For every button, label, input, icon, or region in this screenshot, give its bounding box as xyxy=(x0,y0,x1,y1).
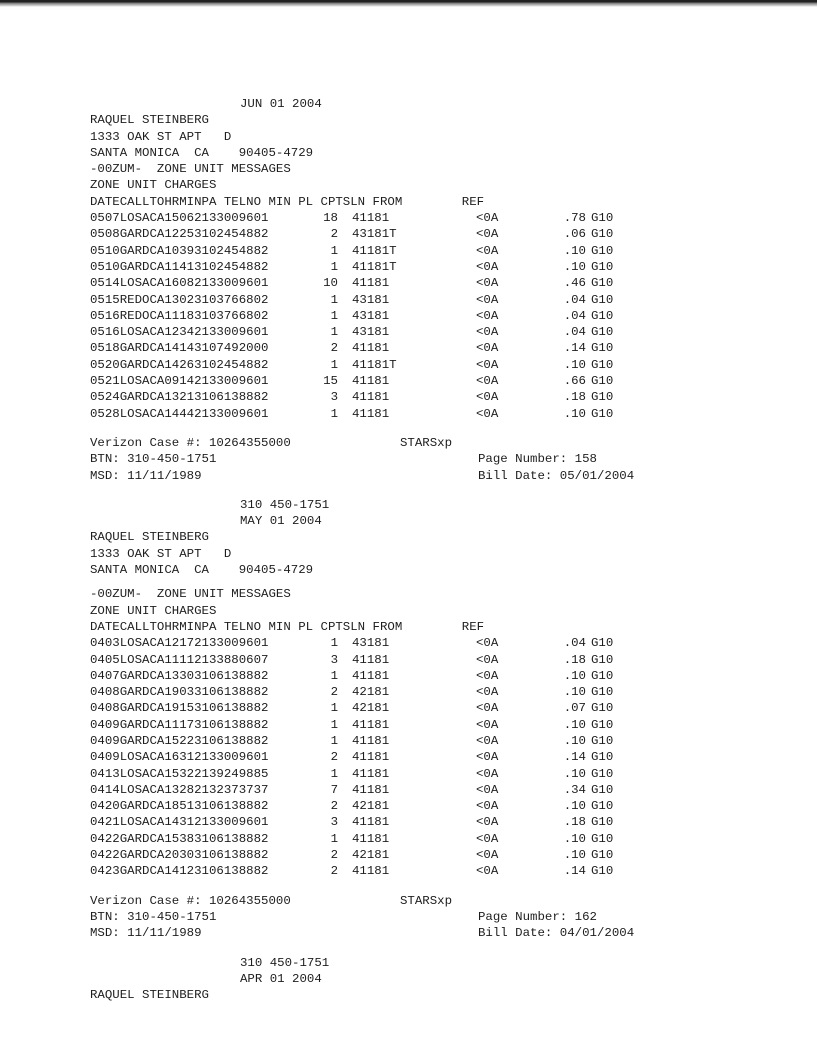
call-record: 0408GARDCA19153106138882 xyxy=(90,701,269,716)
cpt-code: 41181 xyxy=(352,406,390,421)
ref-code: <0A xyxy=(476,848,499,863)
bill-document xyxy=(90,96,790,1003)
tax-code: G10 xyxy=(591,243,614,258)
table-header: DATECALLTOHRMINPA TELNO MIN PL CPTSLN FROM REF xyxy=(90,619,485,634)
tax-code: G10 xyxy=(591,341,614,356)
minutes: 1 xyxy=(330,259,338,274)
call-record: 0514LOSACA16082133009601 xyxy=(90,276,269,291)
section-subtitle: ZONE UNIT CHARGES xyxy=(90,178,217,193)
call-record: 0422GARDCA20303106138882 xyxy=(90,848,269,863)
tax-code: G10 xyxy=(591,652,614,667)
table-row xyxy=(90,652,790,668)
spacer xyxy=(338,406,352,422)
table-row xyxy=(90,635,790,651)
table-row xyxy=(90,766,790,782)
spacer xyxy=(338,308,352,324)
cpt-code: 41181 xyxy=(352,733,390,748)
ref-code: <0A xyxy=(476,308,499,323)
charge-amount: .10 xyxy=(563,831,586,846)
charge-amount: .10 xyxy=(563,848,586,863)
minutes: 1 xyxy=(330,733,338,748)
cpt-code: 41181 xyxy=(352,766,390,781)
cpt-code: 42181 xyxy=(352,701,390,716)
charge-amount: .04 xyxy=(563,308,586,323)
spacer xyxy=(338,863,352,879)
phone-number: 310 450-1751 xyxy=(240,497,330,512)
tax-code: G10 xyxy=(591,259,614,274)
charge-amount: .10 xyxy=(563,717,586,732)
table-row xyxy=(90,798,790,814)
tax-code: G10 xyxy=(591,357,614,372)
spacer xyxy=(338,700,352,716)
tax-code: G10 xyxy=(591,406,614,421)
call-record: 0409GARDCA11173106138882 xyxy=(90,717,269,732)
table-row xyxy=(90,259,790,275)
cpt-code: 43181 xyxy=(352,636,390,651)
minutes: 15 xyxy=(323,374,338,389)
table-row xyxy=(90,340,790,356)
spacer xyxy=(338,717,352,733)
charge-amount: .10 xyxy=(563,733,586,748)
system-name: STARSxp xyxy=(400,435,453,450)
charge-amount: .04 xyxy=(563,292,586,307)
bill-date-footer: Bill Date: 04/01/2004 xyxy=(478,926,635,941)
customer-name: RAQUEL STEINBERG xyxy=(90,113,209,128)
charge-amount: .66 xyxy=(563,374,586,389)
footer-row-3 xyxy=(90,925,790,941)
system-name: STARSxp xyxy=(400,893,453,908)
tax-code: G10 xyxy=(591,750,614,765)
page-number: Page Number: 162 xyxy=(478,909,597,924)
ref-code: <0A xyxy=(476,227,499,242)
ref-code: <0A xyxy=(476,701,499,716)
call-record: 0507LOSACA15062133009601 xyxy=(90,211,269,226)
ref-code: <0A xyxy=(476,292,499,307)
case-number: Verizon Case #: 10264355000 xyxy=(90,435,291,450)
cpt-code: 42181 xyxy=(352,799,390,814)
bill-date-footer: Bill Date: 05/01/2004 xyxy=(478,468,635,483)
ref-code: <0A xyxy=(476,652,499,667)
minutes: 2 xyxy=(330,848,338,863)
msd: MSD: 11/11/1989 xyxy=(90,468,202,483)
section-title: -00ZUM- ZONE UNIT MESSAGES xyxy=(90,587,291,602)
ref-code: <0A xyxy=(476,668,499,683)
cpt-code: 41181 xyxy=(352,211,390,226)
minutes: 2 xyxy=(330,750,338,765)
charge-amount: .10 xyxy=(563,766,586,781)
minutes: 10 xyxy=(323,276,338,291)
tax-code: G10 xyxy=(591,831,614,846)
spacer xyxy=(338,798,352,814)
tax-code: G10 xyxy=(591,227,614,242)
table-row xyxy=(90,668,790,684)
minutes: 1 xyxy=(330,717,338,732)
charge-amount: .04 xyxy=(563,636,586,651)
cpt-code: 41181 xyxy=(352,750,390,765)
ref-code: <0A xyxy=(476,815,499,830)
cpt-code: 43181T xyxy=(352,227,397,242)
charge-amount: .14 xyxy=(563,750,586,765)
customer-name: RAQUEL STEINBERG xyxy=(90,988,209,1003)
minutes: 1 xyxy=(330,243,338,258)
charge-amount: .10 xyxy=(563,357,586,372)
tax-code: G10 xyxy=(591,276,614,291)
customer-name: RAQUEL STEINBERG xyxy=(90,530,209,545)
call-record: 0413LOSACA15322139249885 xyxy=(90,766,269,781)
tax-code: G10 xyxy=(591,668,614,683)
charge-amount: .18 xyxy=(563,652,586,667)
spacer xyxy=(338,831,352,847)
spacer xyxy=(338,210,352,226)
charges-table xyxy=(90,635,790,879)
phone-number: 310 450-1751 xyxy=(240,955,330,970)
spacer xyxy=(338,782,352,798)
section-title: -00ZUM- ZONE UNIT MESSAGES xyxy=(90,162,291,177)
spacer xyxy=(338,652,352,668)
ref-code: <0A xyxy=(476,259,499,274)
cpt-code: 43181 xyxy=(352,308,390,323)
tax-code: G10 xyxy=(591,211,614,226)
cpt-code: 41181 xyxy=(352,341,390,356)
cpt-code: 41181 xyxy=(352,668,390,683)
table-row xyxy=(90,308,790,324)
charge-amount: .14 xyxy=(563,864,586,879)
tax-code: G10 xyxy=(591,799,614,814)
table-row xyxy=(90,717,790,733)
spacer xyxy=(338,324,352,340)
call-record: 0520GARDCA14263102454882 xyxy=(90,357,269,372)
table-row xyxy=(90,292,790,308)
spacer xyxy=(338,275,352,291)
minutes: 3 xyxy=(330,652,338,667)
ref-code: <0A xyxy=(476,636,499,651)
page-number: Page Number: 158 xyxy=(478,452,597,467)
table-row xyxy=(90,733,790,749)
minutes: 2 xyxy=(330,799,338,814)
bill-section-1 xyxy=(90,96,790,484)
tax-code: G10 xyxy=(591,815,614,830)
call-record: 0409GARDCA15223106138882 xyxy=(90,733,269,748)
call-record: 0403LOSACA12172133009601 xyxy=(90,636,269,651)
call-record: 0420GARDCA18513106138882 xyxy=(90,799,269,814)
spacer xyxy=(338,389,352,405)
minutes: 2 xyxy=(330,227,338,242)
table-row xyxy=(90,847,790,863)
minutes: 2 xyxy=(330,341,338,356)
table-row xyxy=(90,373,790,389)
minutes: 1 xyxy=(330,668,338,683)
ref-code: <0A xyxy=(476,864,499,879)
minutes: 1 xyxy=(330,701,338,716)
bill-date: JUN 01 2004 xyxy=(240,97,322,111)
minutes: 1 xyxy=(330,406,338,421)
charges-table xyxy=(90,210,790,422)
ref-code: <0A xyxy=(476,831,499,846)
cpt-code: 41181 xyxy=(352,717,390,732)
case-number: Verizon Case #: 10264355000 xyxy=(90,893,291,908)
footer-row-1 xyxy=(90,893,790,909)
call-record: 0421LOSACA14312133009601 xyxy=(90,815,269,830)
ref-code: <0A xyxy=(476,685,499,700)
call-record: 0515REDOCA13023103766802 xyxy=(90,292,269,307)
spacer xyxy=(338,357,352,373)
minutes: 1 xyxy=(330,292,338,307)
cpt-code: 41181T xyxy=(352,259,397,274)
footer-row-2 xyxy=(90,909,790,925)
cpt-code: 42181 xyxy=(352,685,390,700)
table-row xyxy=(90,357,790,373)
cpt-code: 43181 xyxy=(352,325,390,340)
call-record: 0518GARDCA14143107492000 xyxy=(90,341,269,356)
charge-amount: .46 xyxy=(563,276,586,291)
tax-code: G10 xyxy=(591,374,614,389)
call-record: 0510GARDCA11413102454882 xyxy=(90,259,269,274)
bill-date: APR 01 2004 xyxy=(240,971,322,986)
call-record: 0405LOSACA11112133880607 xyxy=(90,652,269,667)
charge-amount: .78 xyxy=(563,211,586,226)
btn: BTN: 310-450-1751 xyxy=(90,909,217,924)
spacer xyxy=(338,814,352,830)
table-row xyxy=(90,863,790,879)
ref-code: <0A xyxy=(476,243,499,258)
cpt-code: 41181 xyxy=(352,652,390,667)
spacer xyxy=(338,243,352,259)
ref-code: <0A xyxy=(476,799,499,814)
call-record: 0407GARDCA13303106138882 xyxy=(90,668,269,683)
minutes: 1 xyxy=(330,357,338,372)
footer-row-3 xyxy=(90,468,790,484)
cpt-code: 41181 xyxy=(352,864,390,879)
spacer xyxy=(338,259,352,275)
ref-code: <0A xyxy=(476,211,499,226)
cpt-code: 41181 xyxy=(352,374,390,389)
cpt-code: 41181 xyxy=(352,831,390,846)
charge-amount: .10 xyxy=(563,259,586,274)
call-record: 0516LOSACA12342133009601 xyxy=(90,325,269,340)
tax-code: G10 xyxy=(591,782,614,797)
tax-code: G10 xyxy=(591,717,614,732)
table-row xyxy=(90,406,790,422)
call-record: 0408GARDCA19033106138882 xyxy=(90,685,269,700)
cpt-code: 43181 xyxy=(352,292,390,307)
minutes: 2 xyxy=(330,864,338,879)
table-row xyxy=(90,324,790,340)
call-record: 0521LOSACA09142133009601 xyxy=(90,374,269,389)
ref-code: <0A xyxy=(476,766,499,781)
ref-code: <0A xyxy=(476,374,499,389)
cpt-code: 42181 xyxy=(352,848,390,863)
tax-code: G10 xyxy=(591,733,614,748)
charge-amount: .10 xyxy=(563,406,586,421)
cpt-code: 41181 xyxy=(352,782,390,797)
call-record: 0422GARDCA15383106138882 xyxy=(90,831,269,846)
spacer xyxy=(338,340,352,356)
tax-code: G10 xyxy=(591,766,614,781)
cpt-code: 41181 xyxy=(352,390,390,405)
table-row xyxy=(90,210,790,226)
cpt-code: 41181T xyxy=(352,357,397,372)
spacer xyxy=(338,668,352,684)
tax-code: G10 xyxy=(591,685,614,700)
call-record: 0414LOSACA13282132373737 xyxy=(90,782,269,797)
bill-section-2 xyxy=(90,497,790,942)
spacer xyxy=(338,373,352,389)
tax-code: G10 xyxy=(591,292,614,307)
call-record: 0423GARDCA14123106138882 xyxy=(90,864,269,879)
ref-code: <0A xyxy=(476,357,499,372)
table-row xyxy=(90,782,790,798)
spacer xyxy=(338,292,352,308)
call-record: 0516REDOCA11183103766802 xyxy=(90,308,269,323)
charge-amount: .10 xyxy=(563,685,586,700)
ref-code: <0A xyxy=(476,325,499,340)
spacer xyxy=(338,749,352,765)
ref-code: <0A xyxy=(476,276,499,291)
footer-row-2 xyxy=(90,451,790,467)
btn: BTN: 310-450-1751 xyxy=(90,452,217,467)
address-line-2: SANTA MONICA CA 90405-4729 xyxy=(90,145,314,160)
tax-code: G10 xyxy=(591,848,614,863)
ref-code: <0A xyxy=(476,390,499,405)
address-line-1: 1333 OAK ST APT D xyxy=(90,129,232,144)
address-line-2: SANTA MONICA CA 90405-4729 xyxy=(90,563,314,578)
charge-amount: .18 xyxy=(563,815,586,830)
section-subtitle: ZONE UNIT CHARGES xyxy=(90,603,217,618)
charge-amount: .04 xyxy=(563,325,586,340)
minutes: 1 xyxy=(330,766,338,781)
charge-amount: .06 xyxy=(563,227,586,242)
charge-amount: .07 xyxy=(563,701,586,716)
charge-amount: .10 xyxy=(563,668,586,683)
ref-code: <0A xyxy=(476,406,499,421)
call-record: 0524GARDCA13213106138882 xyxy=(90,390,269,405)
ref-code: <0A xyxy=(476,341,499,356)
minutes: 3 xyxy=(330,390,338,405)
spacer xyxy=(338,847,352,863)
tax-code: G10 xyxy=(591,701,614,716)
ref-code: <0A xyxy=(476,782,499,797)
cpt-code: 41181 xyxy=(352,276,390,291)
charge-amount: .10 xyxy=(563,799,586,814)
ref-code: <0A xyxy=(476,717,499,732)
table-row xyxy=(90,814,790,830)
call-record: 0528LOSACA14442133009601 xyxy=(90,406,269,421)
tax-code: G10 xyxy=(591,390,614,405)
tax-code: G10 xyxy=(591,636,614,651)
cpt-code: 41181 xyxy=(352,815,390,830)
charge-amount: .10 xyxy=(563,243,586,258)
table-row xyxy=(90,700,790,716)
call-record: 0508GARDCA12253102454882 xyxy=(90,227,269,242)
ref-code: <0A xyxy=(476,733,499,748)
address-line-1: 1333 OAK ST APT D xyxy=(90,546,232,561)
table-row xyxy=(90,684,790,700)
scan-edge xyxy=(0,0,817,7)
call-record: 0510GARDCA10393102454882 xyxy=(90,243,269,258)
minutes: 18 xyxy=(323,211,338,226)
msd: MSD: 11/11/1989 xyxy=(90,926,202,941)
table-row xyxy=(90,389,790,405)
spacer xyxy=(338,226,352,242)
minutes: 1 xyxy=(330,308,338,323)
table-row xyxy=(90,275,790,291)
bill-date: MAY 01 2004 xyxy=(240,514,322,529)
minutes: 3 xyxy=(330,815,338,830)
table-row xyxy=(90,749,790,765)
spacer xyxy=(338,766,352,782)
table-header: DATECALLTOHRMINPA TELNO MIN PL CPTSLN FROM REF xyxy=(90,194,485,209)
charge-amount: .14 xyxy=(563,341,586,356)
tax-code: G10 xyxy=(591,325,614,340)
spacer xyxy=(338,635,352,651)
spacer xyxy=(338,733,352,749)
bill-section-3 xyxy=(90,955,790,1004)
tax-code: G10 xyxy=(591,308,614,323)
minutes: 2 xyxy=(330,685,338,700)
table-row xyxy=(90,243,790,259)
footer-row-1 xyxy=(90,435,790,451)
charge-amount: .18 xyxy=(563,390,586,405)
charge-amount: .34 xyxy=(563,782,586,797)
minutes: 1 xyxy=(330,636,338,651)
ref-code: <0A xyxy=(476,750,499,765)
minutes: 1 xyxy=(330,325,338,340)
minutes: 1 xyxy=(330,831,338,846)
minutes: 7 xyxy=(330,782,338,797)
call-record: 0409LOSACA16312133009601 xyxy=(90,750,269,765)
spacer xyxy=(338,684,352,700)
table-row xyxy=(90,831,790,847)
cpt-code: 41181T xyxy=(352,243,397,258)
table-row xyxy=(90,226,790,242)
tax-code: G10 xyxy=(591,864,614,879)
